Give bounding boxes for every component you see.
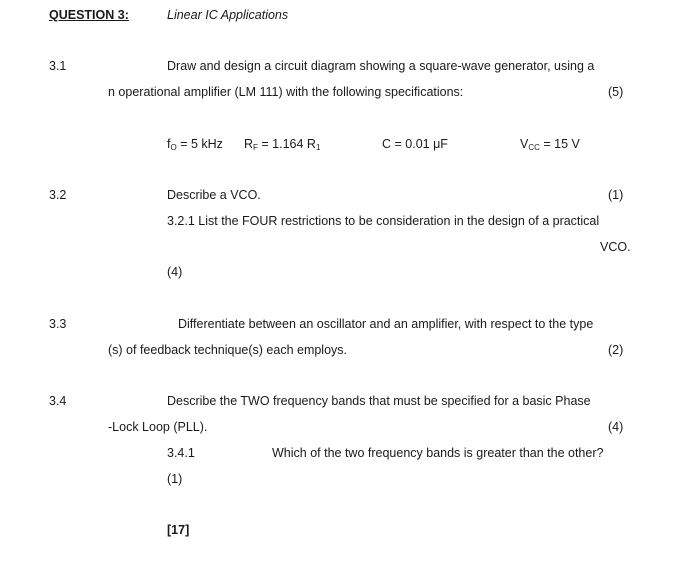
question-number-3-4-1: 3.4.1 [167, 446, 195, 460]
question-3-2-1-text: 3.2.1 List the FOUR restrictions to be consideration in the design of a practical [167, 214, 600, 228]
question-3-3-text-line2: (s) of feedback technique(s) each employs. [108, 343, 348, 357]
spec-rf: $R_F = 1.164$ $R_1$ [244, 137, 321, 152]
total-marks: [17] [167, 523, 190, 537]
question-3-4-1-text: Which of the two frequency bands is greater than the other? [272, 446, 604, 460]
question-number-3-2: 3.2 [49, 188, 67, 202]
spec-capacitance: C = 0.01 μF [382, 137, 448, 151]
question-3-1-marks: (5) [608, 85, 624, 99]
question-3-4-marks: (4) [608, 420, 624, 434]
question-3-2-1-continuation: VCO. [600, 240, 631, 254]
spec-fo: $f_O = 5$ kHz [167, 137, 223, 152]
question-label: QUESTION 3: [49, 8, 129, 22]
question-3-4-1-marks: (1) [167, 472, 183, 486]
spec-vcc: $V_{CC} = 15$ V [520, 137, 580, 152]
question-3-4-text-line2: -Lock Loop (PLL). [108, 420, 208, 434]
question-number-3-3: 3.3 [49, 317, 67, 331]
question-3-2-marks: (1) [608, 188, 624, 202]
question-3-1-text-line2: n operational amplifier (LM 111) with the following specifications: [108, 85, 464, 99]
question-3-3-text-line1: Differentiate between an oscillator and an amplifier, with respect to the type [178, 317, 594, 331]
question-3-4-text-line1: Describe the TWO frequency bands that must be specified for a basic Phase [167, 394, 591, 408]
question-number-3-4: 3.4 [49, 394, 67, 408]
question-number-3-1: 3.1 [49, 59, 67, 73]
question-3-2-text: Describe a VCO. [167, 188, 261, 202]
section-title: Linear IC Applications [167, 8, 289, 22]
question-3-2-1-marks: (4) [167, 265, 183, 279]
question-3-3-marks: (2) [608, 343, 624, 357]
question-3-1-text-line1: Draw and design a circuit diagram showing a square-wave generator, using a [167, 59, 595, 73]
